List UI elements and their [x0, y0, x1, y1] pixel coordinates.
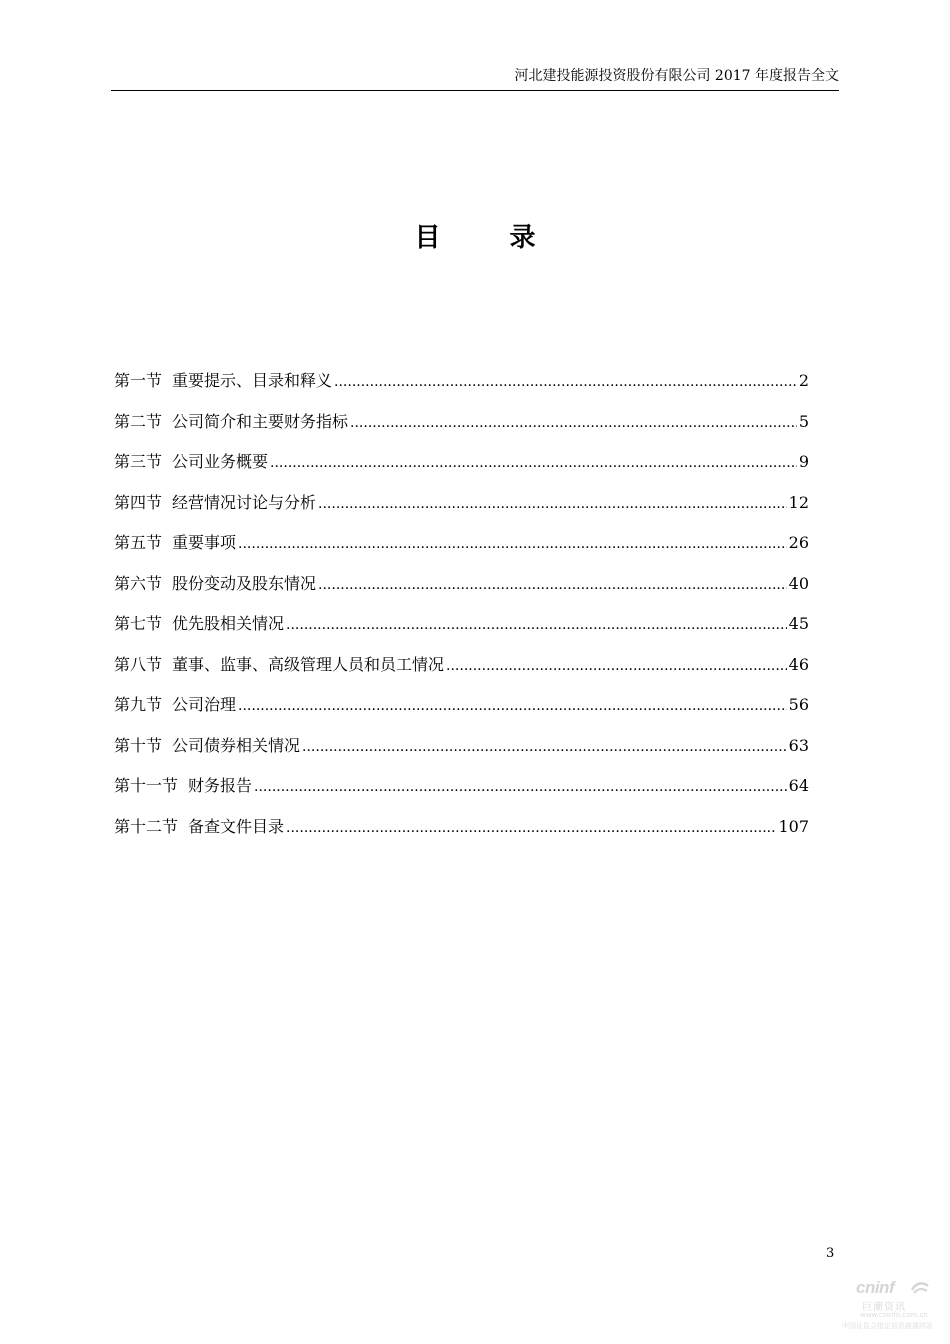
- toc-leader-dots: [334, 366, 797, 396]
- toc-section-number: 第四节: [114, 492, 163, 512]
- toc-section-number: 第五节: [114, 533, 163, 552]
- toc-section-number: 第一节: [114, 371, 163, 390]
- toc-entry[interactable]: [114, 609, 809, 650]
- toc-leader-dots: [350, 407, 797, 437]
- table-of-contents: [114, 366, 809, 852]
- toc-section-title: 公司业务概要: [172, 452, 269, 471]
- toc-entry[interactable]: [114, 569, 809, 610]
- toc-section-title: 董事、监事、高级管理人员和员工情况: [172, 654, 445, 674]
- toc-section-number: 第三节: [114, 452, 163, 471]
- toc-leader-dots: [318, 569, 787, 599]
- toc-section-number: 第二节: [114, 411, 163, 431]
- toc-entry[interactable]: [114, 731, 809, 772]
- toc-leader-dots: [238, 690, 787, 720]
- toc-leader-dots: [446, 650, 787, 680]
- toc-section-title: 公司债券相关情况: [172, 735, 301, 755]
- toc-leader-dots: [270, 447, 797, 477]
- toc-section-number: 第八节: [114, 654, 163, 674]
- toc-leader-dots: [254, 771, 787, 801]
- toc-section-number: 第十二节: [114, 816, 179, 836]
- toc-leader-dots: [318, 488, 787, 518]
- toc-entry[interactable]: [114, 407, 809, 448]
- toc-leader-dots: [286, 812, 776, 842]
- toc-page-number: 63: [788, 735, 809, 755]
- toc-section-number: 第七节: [114, 614, 163, 633]
- watermark-name: 巨潮资讯: [862, 1302, 906, 1313]
- toc-page-number: 9: [798, 452, 809, 471]
- toc-entry[interactable]: [114, 812, 809, 853]
- toc-page-number: 26: [788, 533, 809, 552]
- toc-page-number: 2: [798, 371, 809, 390]
- toc-leader-dots: [238, 528, 787, 558]
- toc-page-number: 12: [788, 492, 809, 512]
- toc-entry[interactable]: [114, 528, 809, 569]
- toc-page-number: 45: [788, 614, 809, 633]
- toc-page-number: 107: [778, 816, 809, 836]
- toc-entry[interactable]: [114, 488, 809, 529]
- watermark-url: www.cninfo.com.cn: [860, 1311, 928, 1319]
- toc-page-number: 56: [788, 695, 809, 714]
- toc-entry[interactable]: [114, 366, 809, 407]
- cninfo-logo-icon: [910, 1280, 930, 1294]
- toc-entry[interactable]: [114, 771, 809, 812]
- toc-page-number: 64: [788, 776, 809, 795]
- toc-leader-dots: [286, 609, 787, 639]
- toc-section-title: 备查文件目录: [188, 816, 285, 836]
- toc-page-number: 40: [788, 573, 809, 593]
- toc-section-number: 第六节: [114, 573, 163, 593]
- page-title: 目 录: [414, 223, 566, 253]
- watermark-org: 中国证监会指定信息披露网站: [842, 1322, 933, 1330]
- watermark-logo-text: cninf: [856, 1278, 895, 1297]
- toc-page-number: 46: [788, 654, 809, 674]
- toc-section-title: 股份变动及股东情况: [172, 573, 317, 593]
- cninfo-watermark: [838, 1278, 938, 1338]
- toc-section-title: 重要事项: [172, 533, 237, 552]
- toc-entry[interactable]: [114, 650, 809, 691]
- toc-section-number: 第九节: [114, 695, 163, 714]
- toc-leader-dots: [302, 731, 787, 761]
- toc-section-title: 经营情况讨论与分析: [172, 492, 317, 512]
- page-header: [111, 64, 839, 91]
- toc-section-title: 公司简介和主要财务指标: [172, 411, 349, 431]
- toc-entry[interactable]: [114, 447, 809, 488]
- toc-section-title: 优先股相关情况: [172, 614, 285, 633]
- toc-section-number: 第十节: [114, 735, 163, 755]
- toc-page-number: 5: [798, 411, 809, 431]
- toc-entry[interactable]: [114, 690, 809, 731]
- page-number: 3: [826, 1246, 835, 1261]
- header-title: 河北建投能源投资股份有限公司 2017 年度报告全文: [514, 68, 839, 84]
- toc-section-number: 第十一节: [114, 776, 179, 795]
- toc-section-title: 财务报告: [188, 776, 253, 795]
- toc-section-title: 重要提示、目录和释义: [172, 371, 333, 390]
- toc-section-title: 公司治理: [172, 695, 237, 714]
